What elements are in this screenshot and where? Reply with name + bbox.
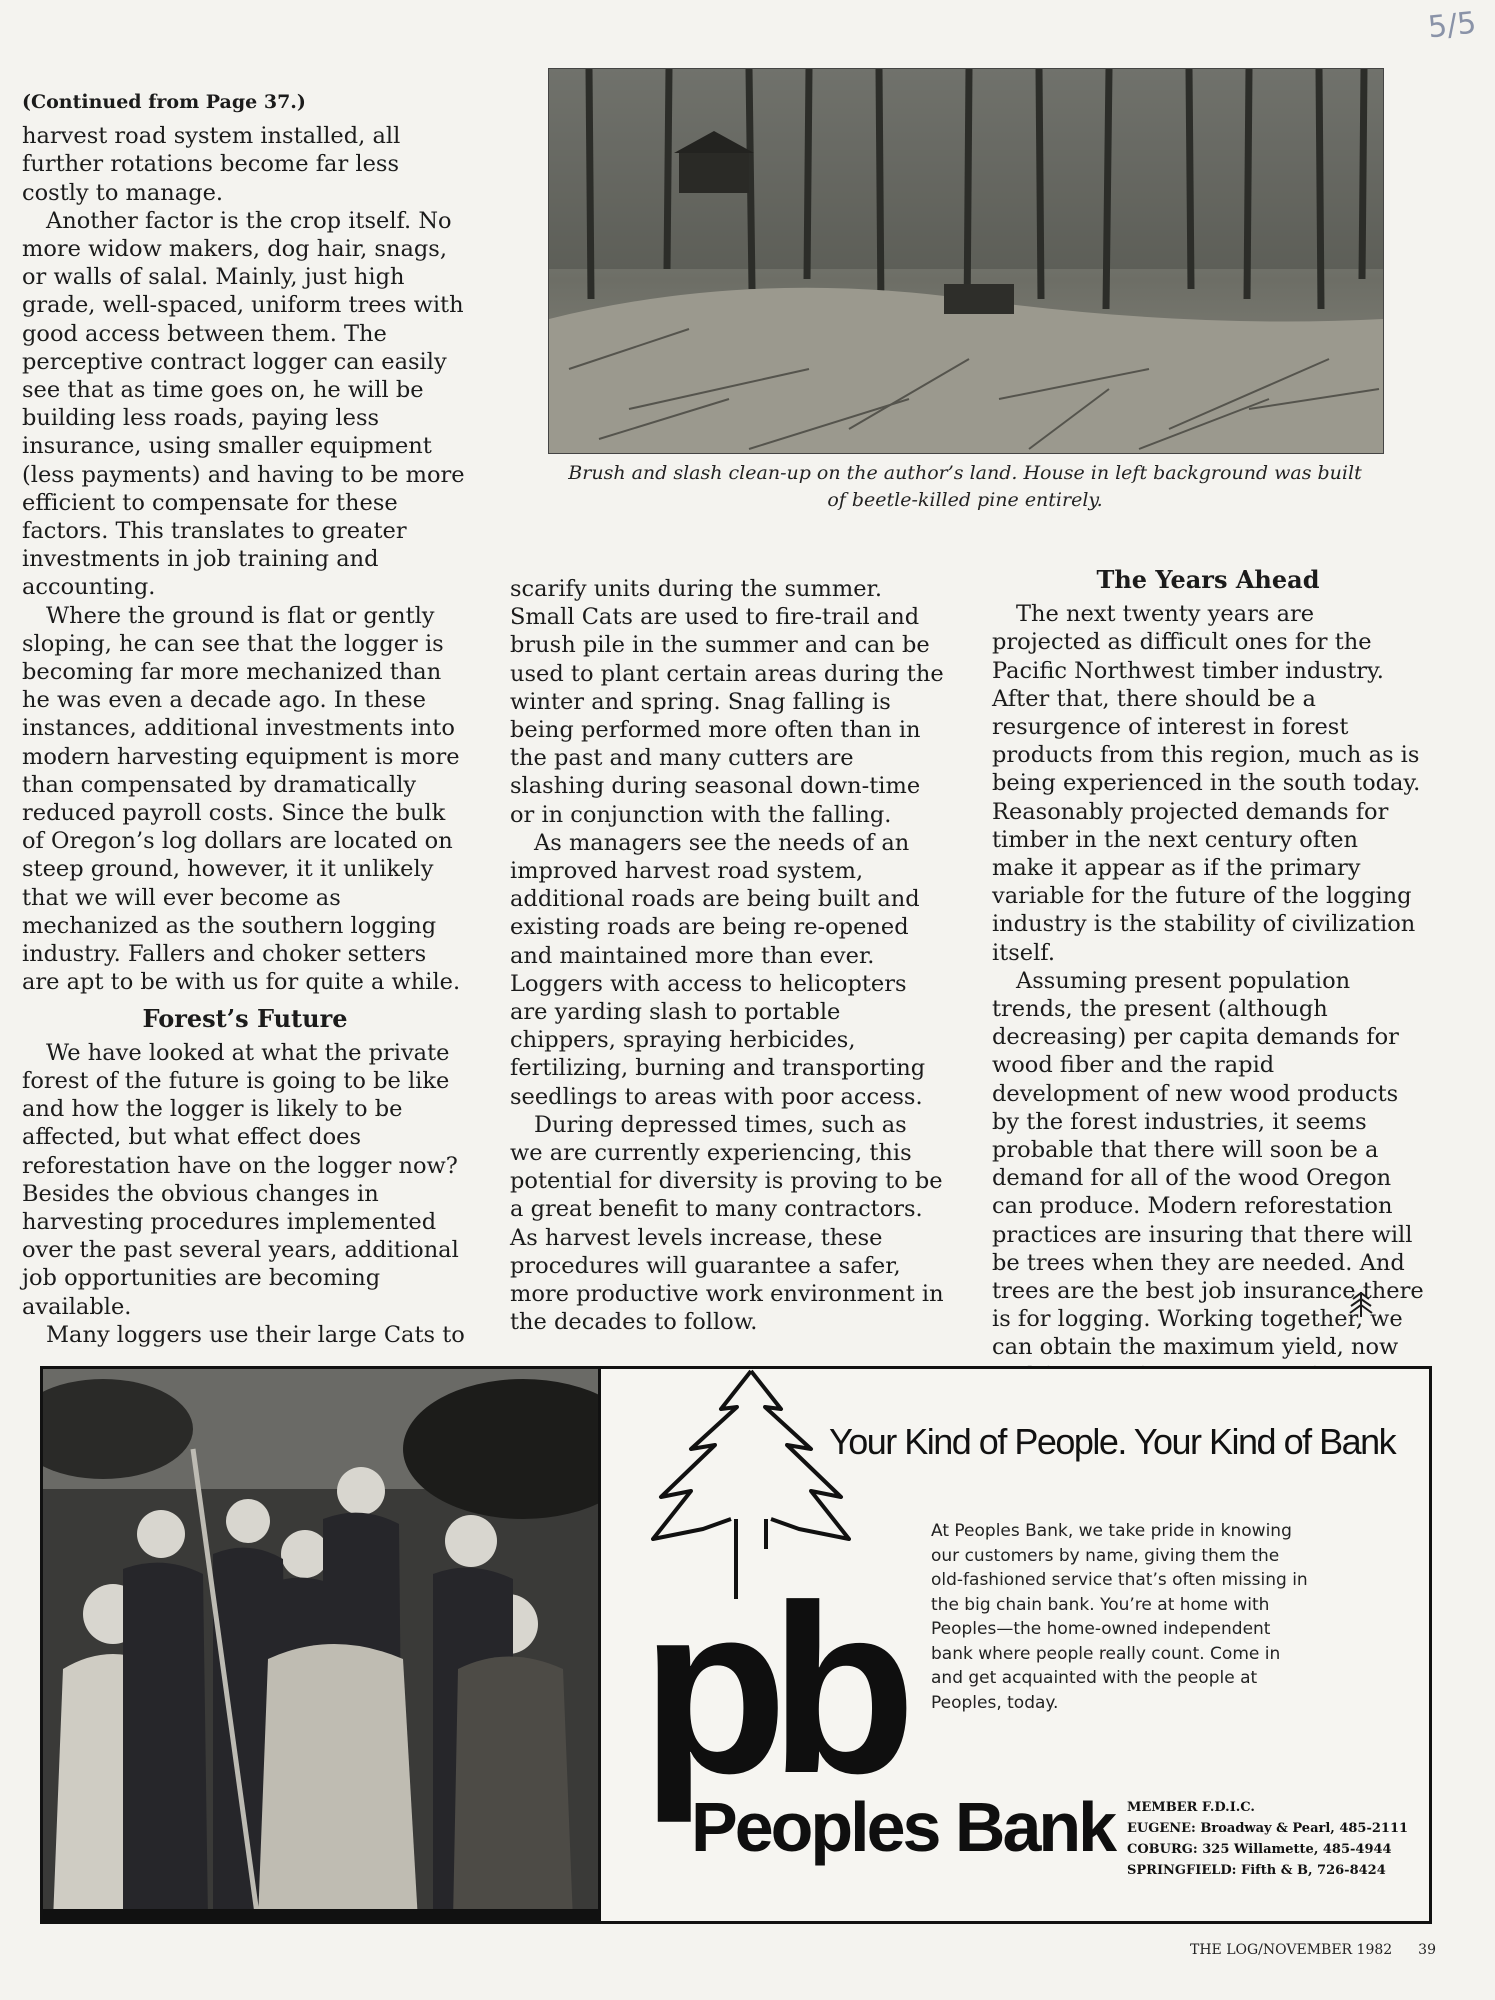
handwritten-mark: 5/5 [1426,5,1478,46]
col2-paragraph-1: scarify units during the summer. Small Cats are used to fire-trail and brush pile in the summer and can be used to plant certain areas during the winter and spring. Snag falling is being performed more often than in the past and many cutters are slashing during seasonal down-time or in conjunction with the falling. [510,576,944,828]
column-1 [22,88,468,1349]
column-2 [510,575,946,1336]
col1-paragraph-1: harvest road system installed, all further rotations become far less costly to manage. [22,123,401,206]
address-coburg: COBURG: 325 Willamette, 485-4944 [1127,1842,1392,1857]
address-eugene: EUGENE: Broadway & Pearl, 485-2111 [1127,1821,1409,1836]
col1-paragraph-5: Many loggers use their large Cats to [46,1321,465,1348]
publication-name: THE LOG/NOVEMBER 1982 [1190,1942,1393,1958]
page-number: 39 [1418,1942,1436,1958]
col1-paragraph-4: We have looked at what the private forest of the future is going to be like and how the logger is likely to be affected, but what effect does reforestation have on the logger now? Besides the obvious changes in harvesting procedures implemented over the past several years, additional job opportunities are becoming available. [22,1039,459,1320]
col1-paragraph-3: Where the ground is flat or gently sloping, he can see that the logger is becoming far more mechanized than he was even a decade ago. In these instances, additional investments into modern harvesting equipment is more than compensated by dramatically reduced payroll costs. Since the bulk of Oregon’s log dollars are located on steep ground, however, it it unlikely that we will ever become as mechanized as the southern logging industry. Fallers and choker setters are apt to be with us for quite a while. [22,602,461,996]
column-3 [992,566,1424,1390]
forest-scene-image [549,69,1383,453]
col2-paragraph-3: During depressed times, such as we are currently experiencing, this potential for diversity is proving to be a great benefit to many contractors. As harvest levels increase, these procedures will guarantee a safer, more productive work environment in the decades to follow. [510,1111,944,1336]
heading-forests-future: Forest’s Future [142,1003,348,1033]
ad-tagline: Your Kind of People. Your Kind of Bank [829,1421,1396,1462]
peoples-bank-ad [40,1366,1432,1924]
address-springfield: SPRINGFIELD: Fifth & B, 726-8424 [1127,1863,1386,1878]
ad-text-panel [598,1369,1432,1921]
fdic-label: MEMBER F.D.I.C. [1127,1800,1255,1815]
col3-paragraph-2: Assuming present population trends, the present (although decreasing) per capita demands for wood fiber and the rapid development of new wood products by the forest industries, it seems probable that there will soon be a demand for all of the wood Oregon can produce. Modern reforestation practices are insuring that there will be trees when they are needed. And trees are the best job insurance there is for logging. Working together, we can obtain the maximum yield, now [992,967,1424,1361]
forest-photo [548,68,1384,454]
end-mark-tree-icon [1348,1290,1374,1322]
pb-logo-letters: pb [641,1555,899,1823]
bank-addresses [1127,1797,1408,1881]
photo-caption: Brush and slash clean-up on the author’s land. House in left background was built of beetle-killed pine entirely. [568,462,1362,511]
bank-staff-photo [43,1369,598,1921]
col3-paragraph-1: The next twenty years are projected as difficult ones for the Pacific Northwest timber industry. After that, there should be a resurgence of interest in forest products from this region, much as is being experienced in the south today. Reasonably projected demands for timber in the next century often make it appear as if the primary variable for the future of the logging industry is the stability of civilization itself. [992,601,1421,966]
col2-paragraph-2: As managers see the needs of an improved harvest road system, additional roads are being built and existing roads are being re-opened and maintained more than ever. Loggers with access to helicopters are yarding slash to portable chippers, spraying herbicides, fertilizing, burning and transporting seedlings to areas with poor access. [510,829,926,1110]
continued-label: (Continued from Page 37.) [22,91,306,113]
ad-body-text: At Peoples Bank, we take pride in knowing our customers by name, giving them the old-fashioned service that’s often missing in the big chain bank. You’re at home with Peoples—the home-owned independent bank where people really count. Come in and get acquainted with the people at Peoples, today. [931,1521,1308,1713]
brand-name: Peoples Bank [691,1788,1115,1866]
col1-paragraph-2: Another factor is the crop itself. No more widow makers, dog hair, snags, or walls of salal. Mainly, just high grade, well-spaced, uniform trees with good access between them. The perceptive contract logger can easily see that as time goes on, he will be building less roads, paying less insurance, using smaller equipment (less payments) and having to be more efficient to compensate for these factors. This translates to greater investments in job training and accounting. [22,207,465,601]
heading-years-ahead: The Years Ahead [1096,565,1320,594]
page-footer [1190,1942,1436,1958]
